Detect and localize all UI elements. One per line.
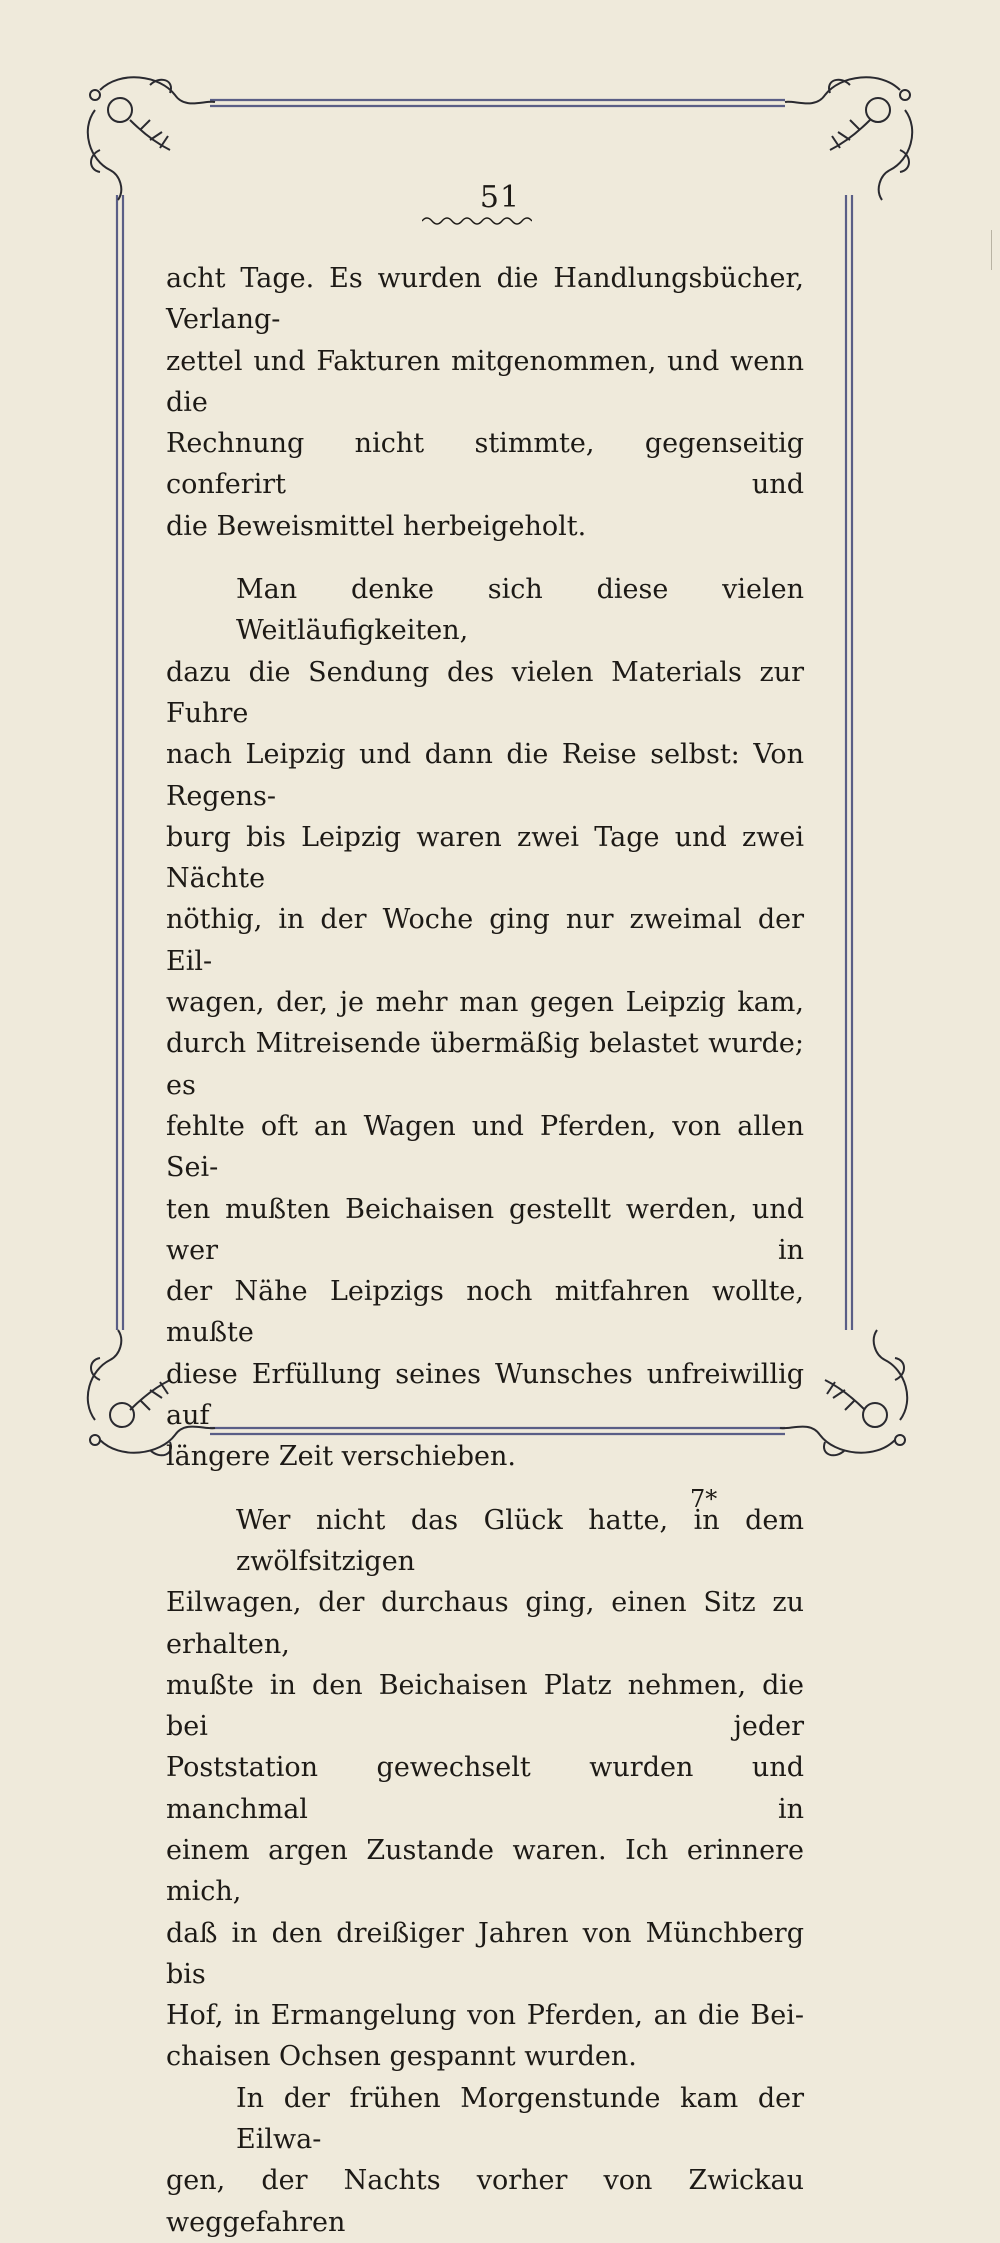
page-number: 51: [479, 180, 521, 215]
text-line: acht Tage. Es wurden die Handlungsbücher, Verlang-: [166, 263, 804, 336]
text-line: die Beweismittel herbeigeholt.: [166, 510, 587, 542]
text-line: Poststation gewechselt wurden und manchmal in: [166, 1752, 804, 1825]
text-line: durch Mitreisende übermäßig belastet wurde; es: [166, 1028, 804, 1101]
paragraph: [166, 569, 804, 1478]
paragraph: [166, 258, 804, 547]
text-line: nöthig, in der Woche ging nur zweimal der Eil-: [166, 904, 804, 977]
text-line: Man denke sich diese vielen Weitläufigkeiten,: [236, 574, 804, 647]
text-line: zettel und Fakturen mitgenommen, und wenn die: [166, 345, 804, 418]
text-line: chaisen Ochsen gespannt wurden.: [166, 2041, 637, 2073]
paragraph: [166, 1500, 804, 2078]
text-line: diese Erfüllung seines Wunsches unfreiwillig auf: [166, 1358, 804, 1432]
text-line: einem argen Zustande waren. Ich erinnere mich,: [166, 1834, 804, 1908]
text-line: Wer nicht das Glück hatte, in dem zwölfsitzigen: [236, 1504, 804, 1577]
text-line: mußte in den Beichaisen Platz nehmen, die bei jeder: [166, 1669, 804, 1743]
signature-mark: 7*: [690, 1485, 718, 1513]
text-line: Rechnung nicht stimmte, gegenseitig conferirt und: [166, 428, 804, 501]
wavy-rule-ornament: [422, 215, 532, 227]
page-edge-shadow: [991, 230, 992, 270]
body-text: [166, 258, 804, 2243]
text-line: wagen, der, je mehr man gegen Leipzig kam,: [166, 987, 804, 1019]
text-line: nach Leipzig und dann die Reise selbst: Von Regens-: [166, 739, 804, 812]
text-line: burg bis Leipzig waren zwei Tage und zwei Nächte: [166, 821, 804, 895]
paragraph: [166, 2078, 804, 2243]
text-line: Eilwagen, der durchaus ging, einen Sitz zu erhalten,: [166, 1587, 804, 1660]
text-line: längere Zeit verschieben.: [166, 1441, 517, 1473]
text-line: fehlte oft an Wagen und Pferden, von allen Sei-: [166, 1110, 804, 1184]
text-line: In der frühen Morgenstunde kam der Eilwa-: [236, 2082, 804, 2156]
text-line: gen, der Nachts vorher von Zwickau weggefahren: [166, 2165, 804, 2238]
text-line: der Nähe Leipzigs noch mitfahren wollte, mußte: [166, 1276, 804, 1349]
text-line: dazu die Sendung des vielen Materials zur Fuhre: [166, 656, 804, 729]
text-line: ten mußten Beichaisen gestellt werden, und wer in: [166, 1193, 804, 1266]
text-line: Hof, in Ermangelung von Pferden, an die Bei-: [166, 2000, 804, 2032]
text-line: daß in den dreißiger Jahren von Münchberg bis: [166, 1917, 804, 1990]
